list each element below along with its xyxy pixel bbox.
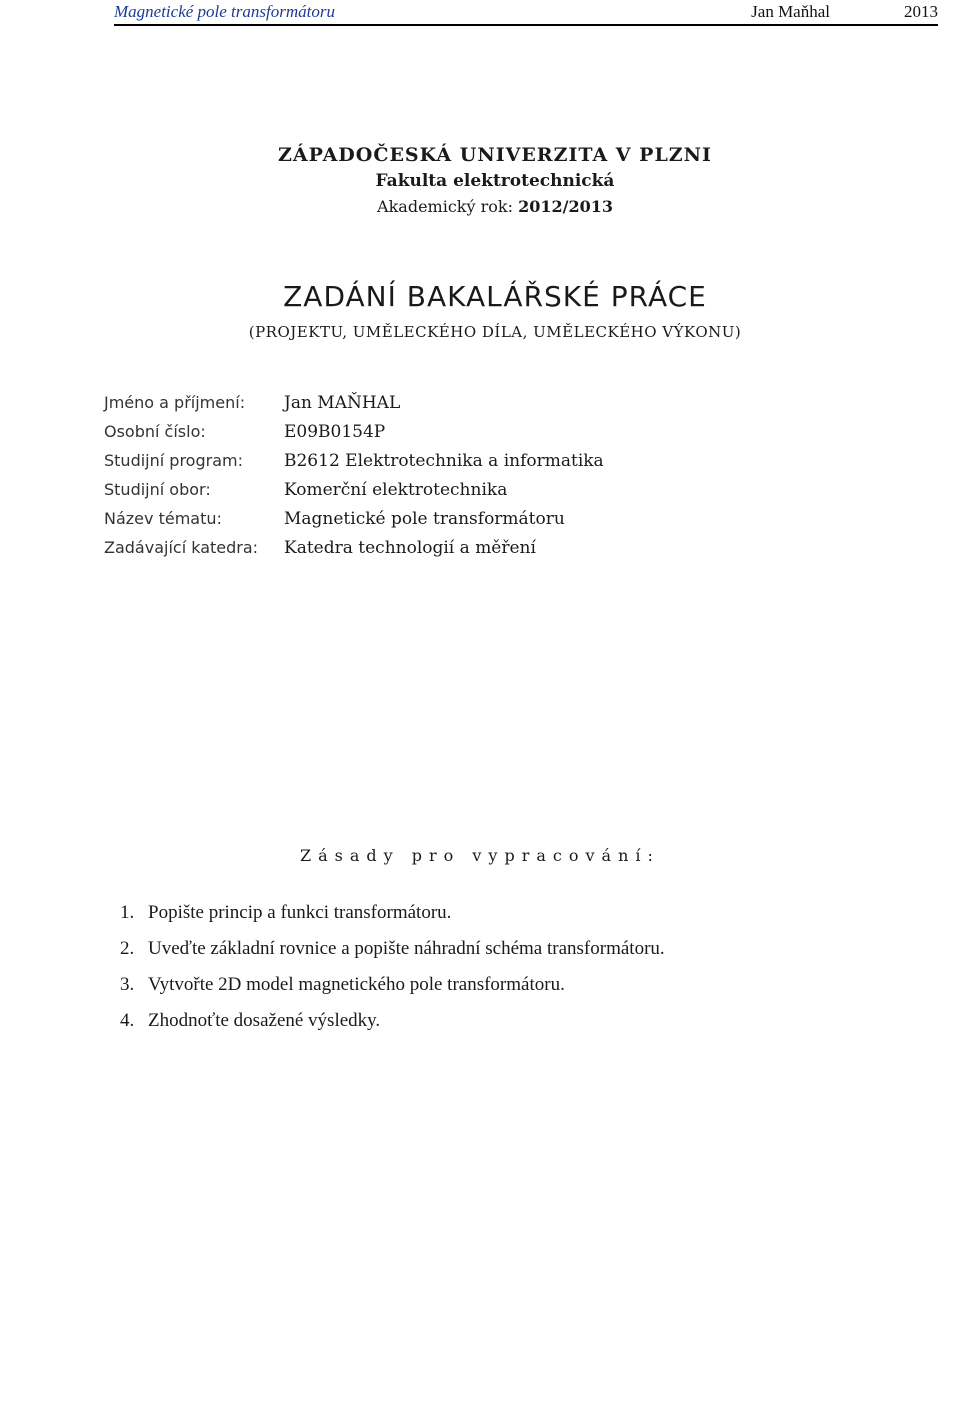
info-value: Magnetické pole transformátoru xyxy=(284,509,565,529)
task-list xyxy=(120,902,665,1046)
list-item xyxy=(120,902,665,928)
header-author: Jan Maňhal xyxy=(751,2,830,21)
info-label: Studijní program: xyxy=(104,451,243,470)
task-text: Popište princip a funkci transformátoru. xyxy=(148,902,452,923)
info-label: Zadávající katedra: xyxy=(104,538,259,557)
list-item xyxy=(120,974,665,1000)
faculty-name: Fakulta elektrotechnická xyxy=(375,171,615,191)
info-label: Název tématu: xyxy=(104,509,222,528)
task-text: Vytvořte 2D model magnetického pole transformátoru. xyxy=(148,974,565,995)
info-value: Komerční elektrotechnika xyxy=(284,480,508,500)
info-value: B2612 Elektrotechnika a informatika xyxy=(284,451,604,471)
task-number: 4. xyxy=(120,1010,135,1031)
task-number: 3. xyxy=(120,974,135,995)
info-value: Katedra technologií a měření xyxy=(284,538,536,558)
academic-year-label: Akademický rok: xyxy=(377,197,513,216)
assignment-subtitle: (PROJEKTU, UMĚLECKÉHO DÍLA, UMĚLECKÉHO VÝKONU) xyxy=(248,323,742,341)
assignment-title: ZADÁNÍ BAKALÁŘSKÉ PRÁCE xyxy=(283,280,707,313)
university-name: ZÁPADOČESKÁ UNIVERZITA V PLZNI xyxy=(278,144,712,166)
info-value: Jan MAŇHAL xyxy=(284,393,401,413)
task-number: 1. xyxy=(120,902,135,923)
principles-heading: Zásady pro vypracování: xyxy=(300,846,660,865)
academic-year xyxy=(0,197,960,216)
info-label: Osobní číslo: xyxy=(104,422,206,441)
header-title: Magnetické pole transformátoru xyxy=(114,2,335,21)
task-text: Uveďte základní rovnice a popište náhradní schéma transformátoru. xyxy=(148,938,665,959)
task-text: Zhodnoťte dosažené výsledky. xyxy=(148,1010,381,1031)
list-item xyxy=(120,1010,665,1036)
info-label: Studijní obor: xyxy=(104,480,211,499)
academic-year-value: 2012/2013 xyxy=(518,197,613,216)
header-year: 2013 xyxy=(904,2,938,21)
task-number: 2. xyxy=(120,938,135,959)
info-label: Jméno a příjmení: xyxy=(104,393,246,412)
list-item xyxy=(120,938,665,964)
info-value: E09B0154P xyxy=(284,422,386,442)
